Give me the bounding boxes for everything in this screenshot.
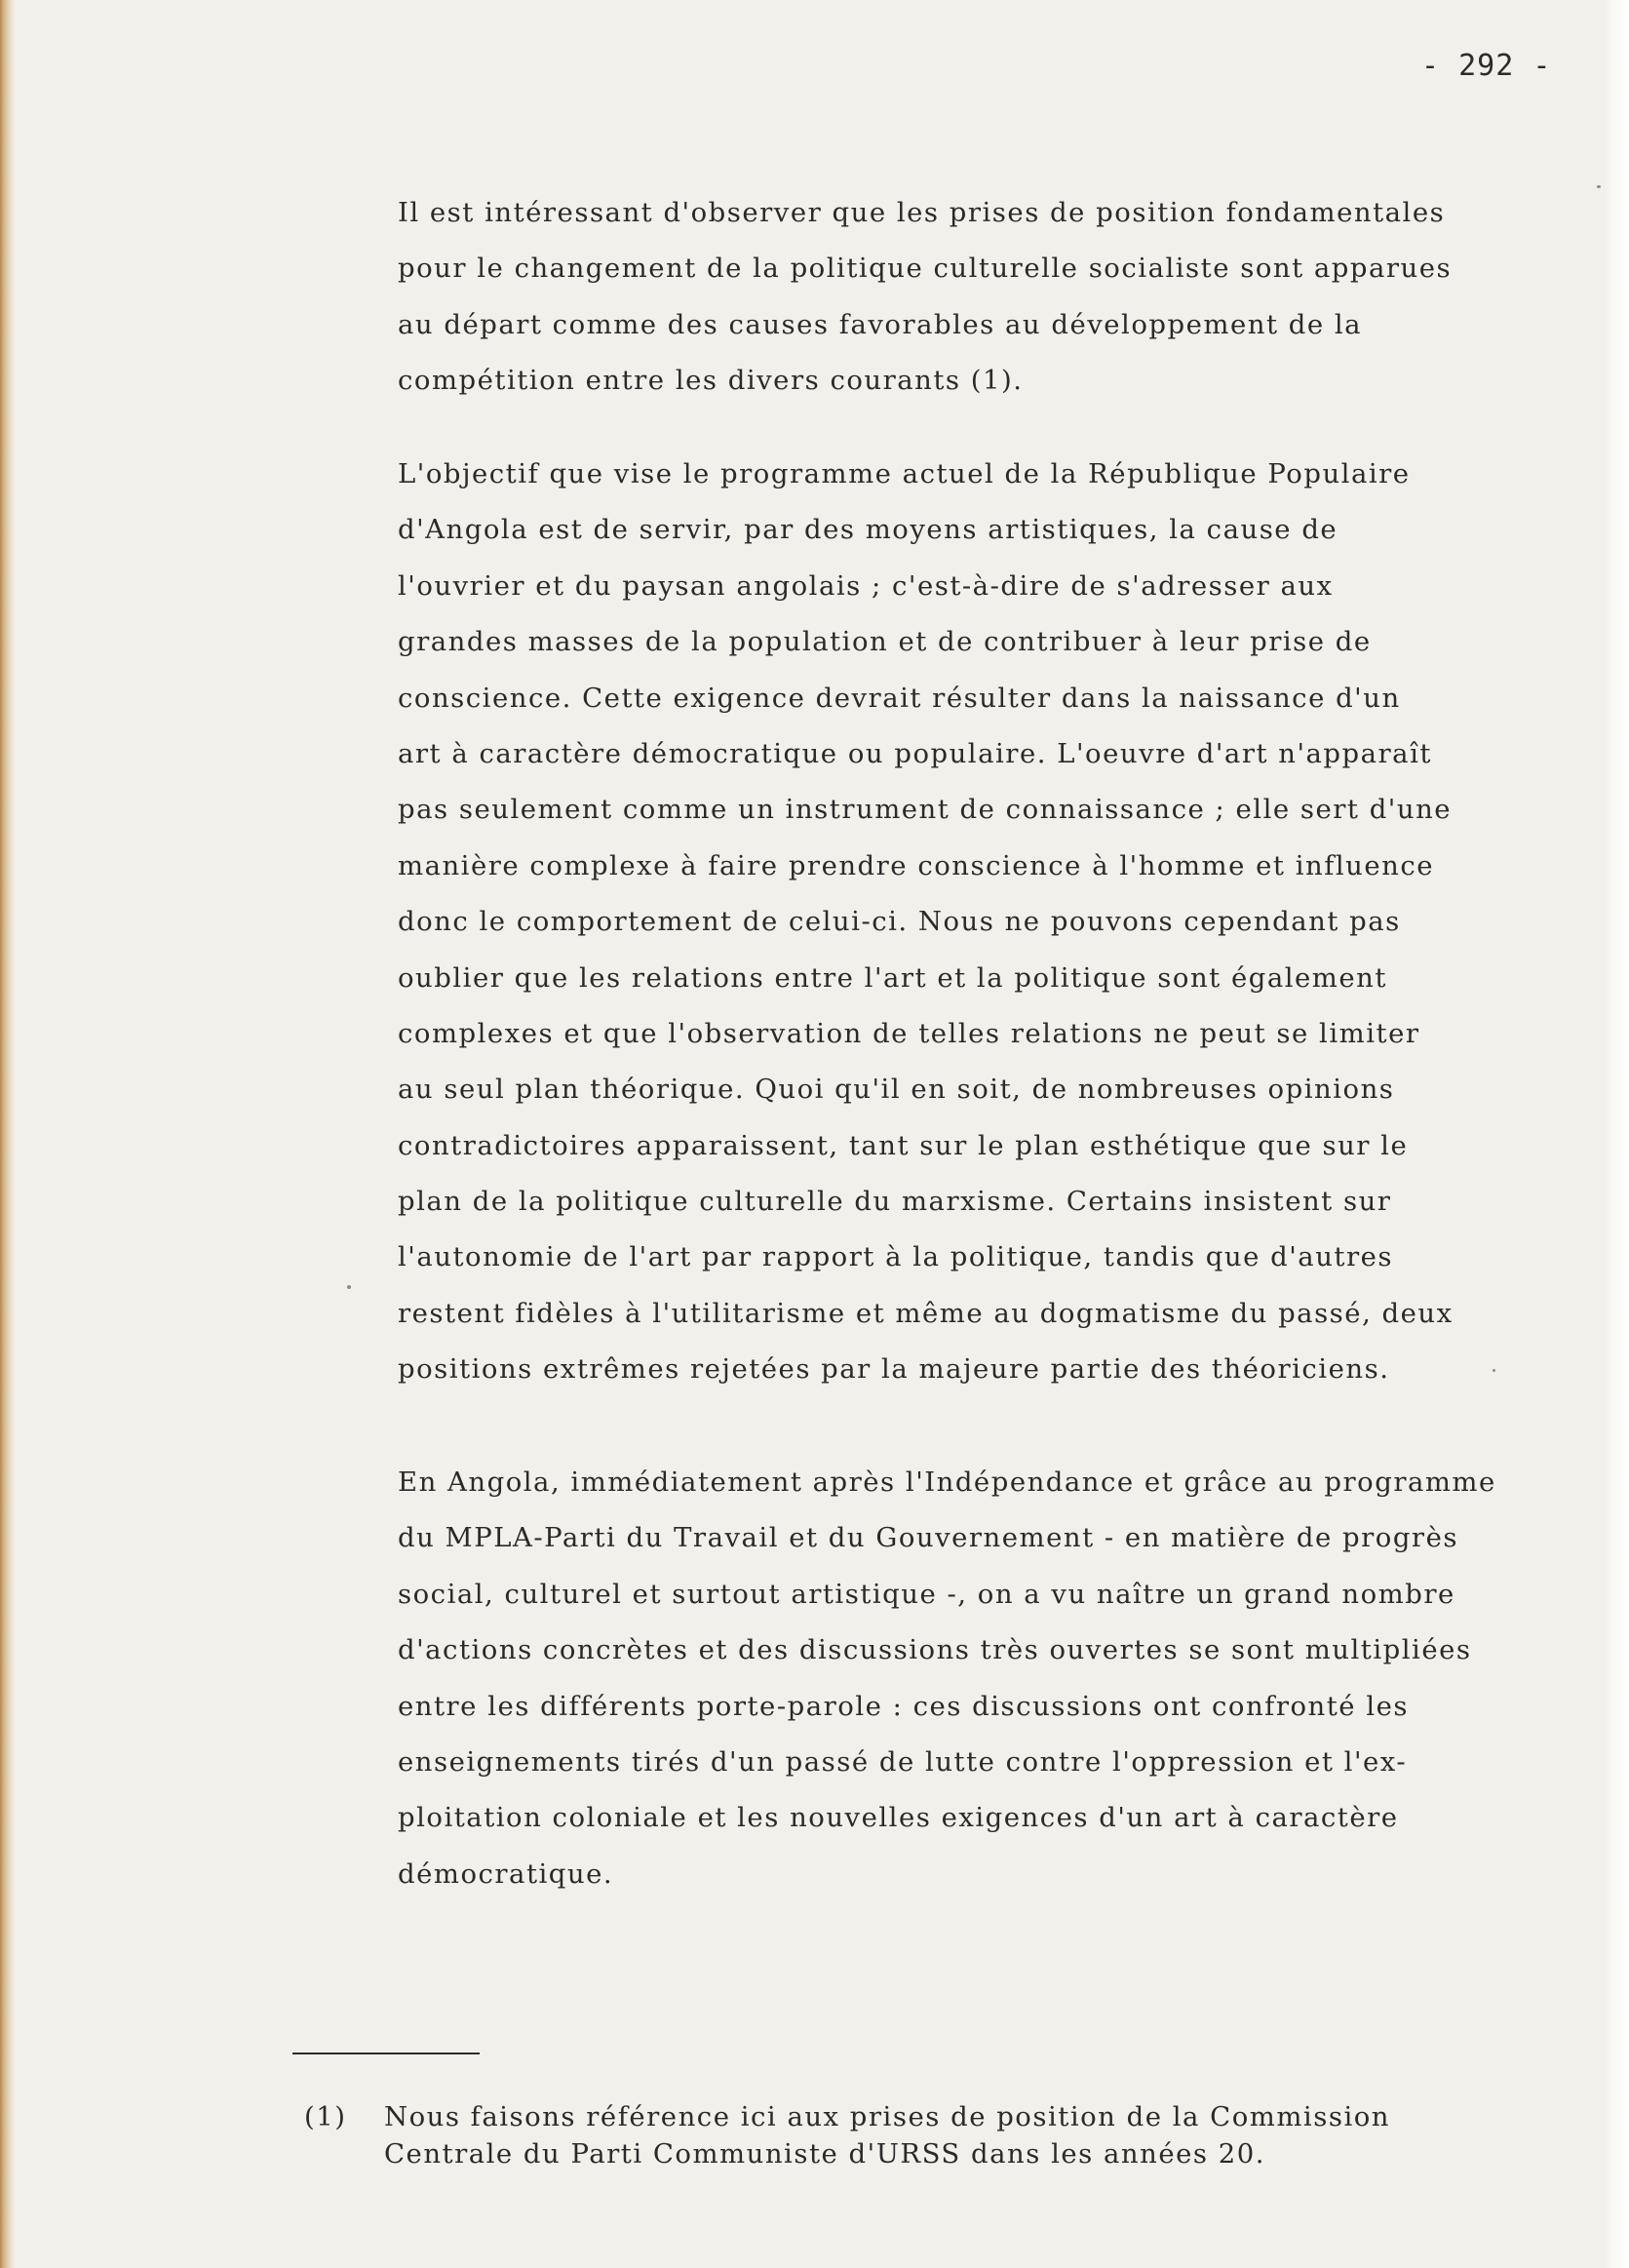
footnote-line: Centrale du Parti Communiste d'URSS dans les années 20. [384,2138,1265,2170]
text-line: En Angola, immédiatement après l'Indépendance et grâce au programme [398,1466,1496,1498]
text-line: social, culturel et surtout artistique -, on a vu naître un grand nombre [398,1578,1455,1610]
text-line: au départ comme des causes favorables au développement de la [398,308,1363,340]
text-line: donc le comportement de celui-ci. Nous ne pouvons cependant pas [398,906,1401,938]
text-line: du MPLA-Parti du Travail et du Gouvernement - en matière de progrès [398,1522,1458,1554]
footnote-line: Nous faisons référence ici aux prises de position de la Commission [384,2101,1391,2132]
text-line: pour le changement de la politique culturelle socialiste sont apparues [398,253,1453,285]
paragraph-2 [398,447,1626,1398]
text-line: ploitation coloniale et les nouvelles exigences d'un art à caractère [398,1802,1399,1834]
page-number: - 292 - [1421,49,1552,83]
text-line: oublier que les relations entre l'art et la politique sont également [398,961,1387,994]
text-line: l'ouvrier et du paysan angolais ; c'est-à-dire de s'adresser aux [398,569,1334,602]
text-line: manière complexe à faire prendre conscience à l'homme et influence [398,849,1435,881]
text-line: compétition entre les divers courants (1). [398,365,1024,397]
text-line: au seul plan théorique. Quoi qu'il en soit, de nombreuses opinions [398,1074,1395,1106]
text-line: l'autonomie de l'art par rapport à la politique, tandis que d'autres [398,1241,1393,1273]
text-line: enseignements tirés d'un passé de lutte contre l'oppression et l'ex- [398,1745,1408,1778]
text-line: entre les différents porte-parole : ces discussions ont confronté les [398,1690,1409,1722]
paragraph-3 [398,1455,1626,1902]
text-line: grandes masses de la population et de contribuer à leur prise de [398,626,1372,658]
text-line: contradictoires apparaissent, tant sur le plan esthétique que sur le [398,1129,1409,1161]
scan-speck [347,1285,351,1289]
scan-speck [1597,185,1601,188]
text-line: complexes et que l'observation de telles relations ne peut se limiter [398,1017,1420,1049]
text-line: L'objectif que vise le programme actuel de la République Populaire [398,458,1411,489]
text-line: art à caractère démocratique ou populaire. L'oeuvre d'art n'apparaît [398,737,1432,769]
text-line: d'Angola est de servir, par des moyens artistiques, la cause de [398,514,1338,546]
text-line: positions extrêmes rejetées par la majeure partie des théoriciens. [398,1353,1390,1386]
text-line: Il est intéressant d'observer que les prises de position fondamentales [398,197,1446,228]
page-left-edge [0,0,16,2268]
text-line: pas seulement comme un instrument de connaissance ; elle sert d'une [398,794,1453,826]
paragraph-1 [398,185,1626,410]
text-line: d'actions concrètes et des discussions très ouvertes se sont multipliées [398,1634,1472,1666]
text-line: conscience. Cette exigence devrait résulter dans la naissance d'un [398,682,1401,714]
scan-speck [1493,1369,1495,1372]
footnote-separator [292,2053,480,2054]
text-line: démocratique. [398,1857,614,1890]
footnote-text [384,2098,1390,2172]
text-line: plan de la politique culturelle du marxisme. Certains insistent sur [398,1186,1392,1218]
footnote-marker: (1) [304,2101,347,2132]
text-line: restent fidèles à l'utilitarisme et même au dogmatisme du passé, deux [398,1297,1454,1329]
